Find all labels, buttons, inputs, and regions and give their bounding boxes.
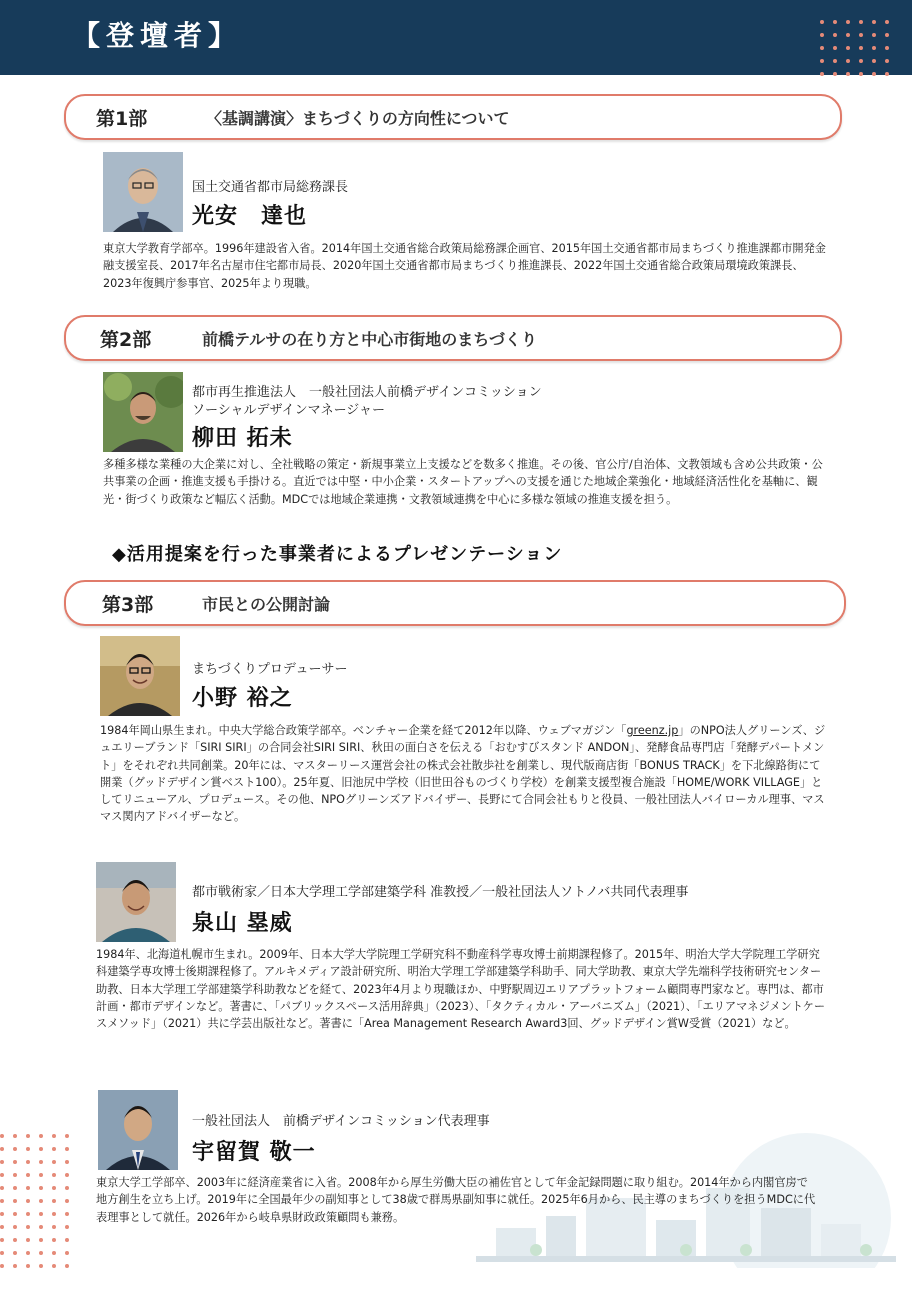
decorative-dot [0, 1147, 4, 1151]
decorative-dot [52, 1199, 56, 1203]
decorative-dot [820, 33, 824, 37]
speaker-2-role-line1: 都市再生推進法人 一般社団法人前橋デザインコミッション [192, 385, 542, 400]
decorative-dot [13, 1134, 17, 1138]
speaker-2-photo [103, 372, 183, 452]
decorative-dot [885, 72, 889, 76]
decorative-dot [0, 1264, 4, 1268]
decorative-dot [65, 1173, 69, 1177]
decorative-dot [872, 20, 876, 24]
decorative-dot [13, 1186, 17, 1190]
decorative-dot [65, 1186, 69, 1190]
decorative-dot [39, 1225, 43, 1229]
decorative-dots-bottom [0, 1134, 90, 1284]
decorative-dot [39, 1134, 43, 1138]
decorative-dot [0, 1251, 4, 1255]
decorative-dot [26, 1134, 30, 1138]
decorative-dot [13, 1199, 17, 1203]
speaker-2-role-line2: ソーシャルデザインマネージャー [192, 403, 386, 418]
speaker-3-bio [100, 722, 828, 826]
speaker-1-bio: 東京大学教育学部卒。1996年建設省入省。2014年国土交通省総合政策局総務課企画官、2015年国土交通省都市局まちづくり推進課都市開発金融支援室長、2017年名古屋市住宅都市局長、2020年国土交通省都市局まちづくり推進課長、2022年国土交通省総合政策局環境政策課長、2023年復興庁参事官、2025年より現職。 [103, 242, 826, 290]
decorative-dot [846, 46, 850, 50]
decorative-dot [859, 72, 863, 76]
decorative-dot [39, 1264, 43, 1268]
decorative-dot [26, 1251, 30, 1255]
decorative-dot [26, 1160, 30, 1164]
decorative-dot [833, 59, 837, 63]
speaker-5-bio: 東京大学工学部卒、2003年に経済産業省に入省。2008年から厚生労働大臣の補佐官として年金記録問題に取り組む。2014年から内閣官房で地方創生を立ち上げ。2019年に全国最年少の副知事として38歳で群馬県副知事に就任。2025年6月から、民主導のまちづくりを担うMDCに代表理事として就任。2026年から岐阜県財政政策顧問も兼務。 [96, 1176, 816, 1224]
decorative-dot [0, 1225, 4, 1229]
decorative-dot [872, 46, 876, 50]
speaker-5-photo [98, 1090, 178, 1170]
section-3-banner [64, 580, 846, 626]
decorative-dot [26, 1147, 30, 1151]
decorative-dot [52, 1160, 56, 1164]
section-2-banner [64, 315, 842, 361]
decorative-dot [39, 1238, 43, 1242]
decorative-dot [0, 1212, 4, 1216]
section-3-title: 市民との公開討論 [202, 595, 331, 614]
decorative-dot [859, 59, 863, 63]
decorative-dot [52, 1186, 56, 1190]
decorative-dot [0, 1186, 4, 1190]
decorative-dot [65, 1225, 69, 1229]
decorative-dot [39, 1212, 43, 1216]
decorative-dot [52, 1134, 56, 1138]
decorative-dot [859, 46, 863, 50]
speaker-1-photo [103, 152, 183, 232]
decorative-dot [52, 1173, 56, 1177]
decorative-dot [13, 1264, 17, 1268]
decorative-dot [52, 1264, 56, 1268]
decorative-dot [872, 72, 876, 76]
decorative-dot [26, 1199, 30, 1203]
decorative-dot [885, 20, 889, 24]
header-banner [0, 0, 912, 75]
decorative-dot [885, 46, 889, 50]
decorative-dot [833, 33, 837, 37]
decorative-dot [820, 20, 824, 24]
speaker-2-bio: 多種多様な業種の大企業に対し、全社戦略の策定・新規事業立上支援などを数多く推進。その後、官公庁/自治体、文教領域も含め公共政策・公共事業の企画・推進支援も手掛ける。直近では中堅・中小企業・スタートアップへの支援を通じた地域企業強化・地域経済活性化を基軸に、観光・街づくり政策など幅広く活動。MDCでは地域企業連携・文教領域連携を中心に多様な領域の推進支援を担う。 [103, 458, 823, 506]
speaker-4-role: 都市戦術家／日本大学理工学部建築学科 准教授／一般社団法人ソトノバ共同代表理事 [192, 885, 689, 900]
decorative-dot [820, 72, 824, 76]
decorative-dot [52, 1212, 56, 1216]
section-3-number: 第3部 [102, 594, 154, 616]
speaker-3-photo [100, 636, 180, 716]
decorative-dot [820, 59, 824, 63]
decorative-dot [65, 1251, 69, 1255]
decorative-dot [859, 20, 863, 24]
speaker-3-bio-part2: 」のNPO法人グリーンズ、ジュエリーブランド「SIRI SIRI」の合同会社SIRI SIRI、秋田の面白さを伝える「おむすびスタンド ANDON」、発酵食品専門店「発酵デパートメント」をそれぞれ共同創業。20年には、マスターリース運営会社の株式会社散歩社を創業し、現代版商店街「BONUS TRACK」を下北線路街にて開業（グッドデザイン賞ベスト100）。25年夏、旧池尻中学校（旧世田谷ものづくり学校）を創業支援型複合施設「HOME/WORK VILLAGE」としてリニューアル、プロデュース。その他、NPOグリーンズアドバイザー、長野にて合同会社もりと役員、一般社団法人バイローカル理事、マスマス関内アドバイザーなど。 [100, 724, 826, 824]
decorative-dot [0, 1160, 4, 1164]
speaker-4-name: 泉山 塁威 [192, 911, 293, 936]
decorative-dot [846, 33, 850, 37]
section-1-banner [64, 94, 842, 140]
section-2-title: 前橋テルサの在り方と中心市街地のまちづくり [202, 330, 538, 349]
decorative-dot [39, 1147, 43, 1151]
decorative-dot [0, 1238, 4, 1242]
decorative-dot [13, 1212, 17, 1216]
section-2-number: 第2部 [100, 329, 152, 351]
decorative-dot [39, 1160, 43, 1164]
decorative-dot [846, 59, 850, 63]
decorative-dot [65, 1199, 69, 1203]
decorative-dot [65, 1160, 69, 1164]
section-1-title: 〈基調講演〉まちづくりの方向性について [206, 109, 510, 128]
decorative-dot [859, 33, 863, 37]
decorative-dot [13, 1238, 17, 1242]
decorative-dot [52, 1147, 56, 1151]
decorative-dot [0, 1199, 4, 1203]
section-1-number: 第1部 [96, 108, 148, 130]
decorative-dot [52, 1225, 56, 1229]
speaker-4-photo [96, 862, 176, 942]
decorative-dot [26, 1225, 30, 1229]
greenz-link[interactable]: greenz.jp [626, 724, 679, 737]
decorative-dot [846, 20, 850, 24]
presentation-heading: ◆活用提案を行った事業者によるプレゼンテーション [112, 544, 563, 565]
decorative-dot [872, 59, 876, 63]
decorative-dots-top [820, 20, 910, 90]
decorative-dot [39, 1199, 43, 1203]
decorative-dot [846, 72, 850, 76]
speaker-3-role: まちづくりプロデューサー [192, 662, 348, 677]
decorative-dot [39, 1173, 43, 1177]
speaker-5-role: 一般社団法人 前橋デザインコミッション代表理事 [192, 1114, 490, 1129]
decorative-dot [0, 1173, 4, 1177]
decorative-dot [65, 1134, 69, 1138]
decorative-dot [833, 46, 837, 50]
decorative-dot [52, 1238, 56, 1242]
page-title: 【登壇者】 [72, 19, 243, 52]
speaker-4-bio: 1984年、北海道札幌市生まれ。2009年、日本大学大学院理工学研究科不動産科学専攻博士前期課程修了。2015年、明治大学大学院理工学研究科建築学専攻博士後期課程修了。アルキメディア設計研究所、明治大学理工学部建築学科助手、同大学助教、東京大学先端科学技術研究センター助教、日本大学理工学部建築学科助教などを経て、2023年4月より現職ほか、中野駅周辺エリアプラットフォーム顧問専門家など。専門は、都市計画・都市デザインなど。著書に、「パブリックスペース活用辞典」（2023）、「タクティカル・アーバニズム」（2021）、「エリアマネジメントケースメソッド」（2021）共に学芸出版社など。著書に「Area Management Research Award3回、グッドデザイン賞W受賞（2021）など。 [96, 948, 826, 1031]
decorative-dot [26, 1212, 30, 1216]
decorative-dot [13, 1173, 17, 1177]
decorative-dot [39, 1251, 43, 1255]
decorative-dot [26, 1264, 30, 1268]
speaker-3-bio-part1: 1984年岡山県生まれ。中央大学総合政策学部卒。ベンチャー企業を経て2012年以降、ウェブマガジン「 [100, 724, 627, 737]
decorative-dot [885, 59, 889, 63]
decorative-dot [13, 1225, 17, 1229]
decorative-dot [52, 1251, 56, 1255]
speaker-5-name: 宇留賀 敬一 [192, 1140, 316, 1165]
decorative-dot [0, 1134, 4, 1138]
decorative-dot [26, 1186, 30, 1190]
decorative-dot [13, 1251, 17, 1255]
decorative-dot [26, 1238, 30, 1242]
decorative-dot [65, 1147, 69, 1151]
decorative-dot [820, 46, 824, 50]
decorative-dot [833, 72, 837, 76]
speaker-1-role: 国土交通省都市局総務課長 [192, 180, 349, 195]
speaker-3-name: 小野 裕之 [192, 686, 293, 711]
decorative-dot [13, 1160, 17, 1164]
decorative-dot [39, 1186, 43, 1190]
decorative-dot [833, 20, 837, 24]
decorative-dot [26, 1173, 30, 1177]
decorative-dot [872, 33, 876, 37]
decorative-dot [885, 33, 889, 37]
decorative-dot [65, 1212, 69, 1216]
speaker-2-name: 柳田 拓未 [192, 426, 293, 451]
speaker-1-name: 光安 達也 [192, 204, 308, 229]
decorative-dot [65, 1238, 69, 1242]
decorative-dot [65, 1264, 69, 1268]
decorative-dot [13, 1147, 17, 1151]
